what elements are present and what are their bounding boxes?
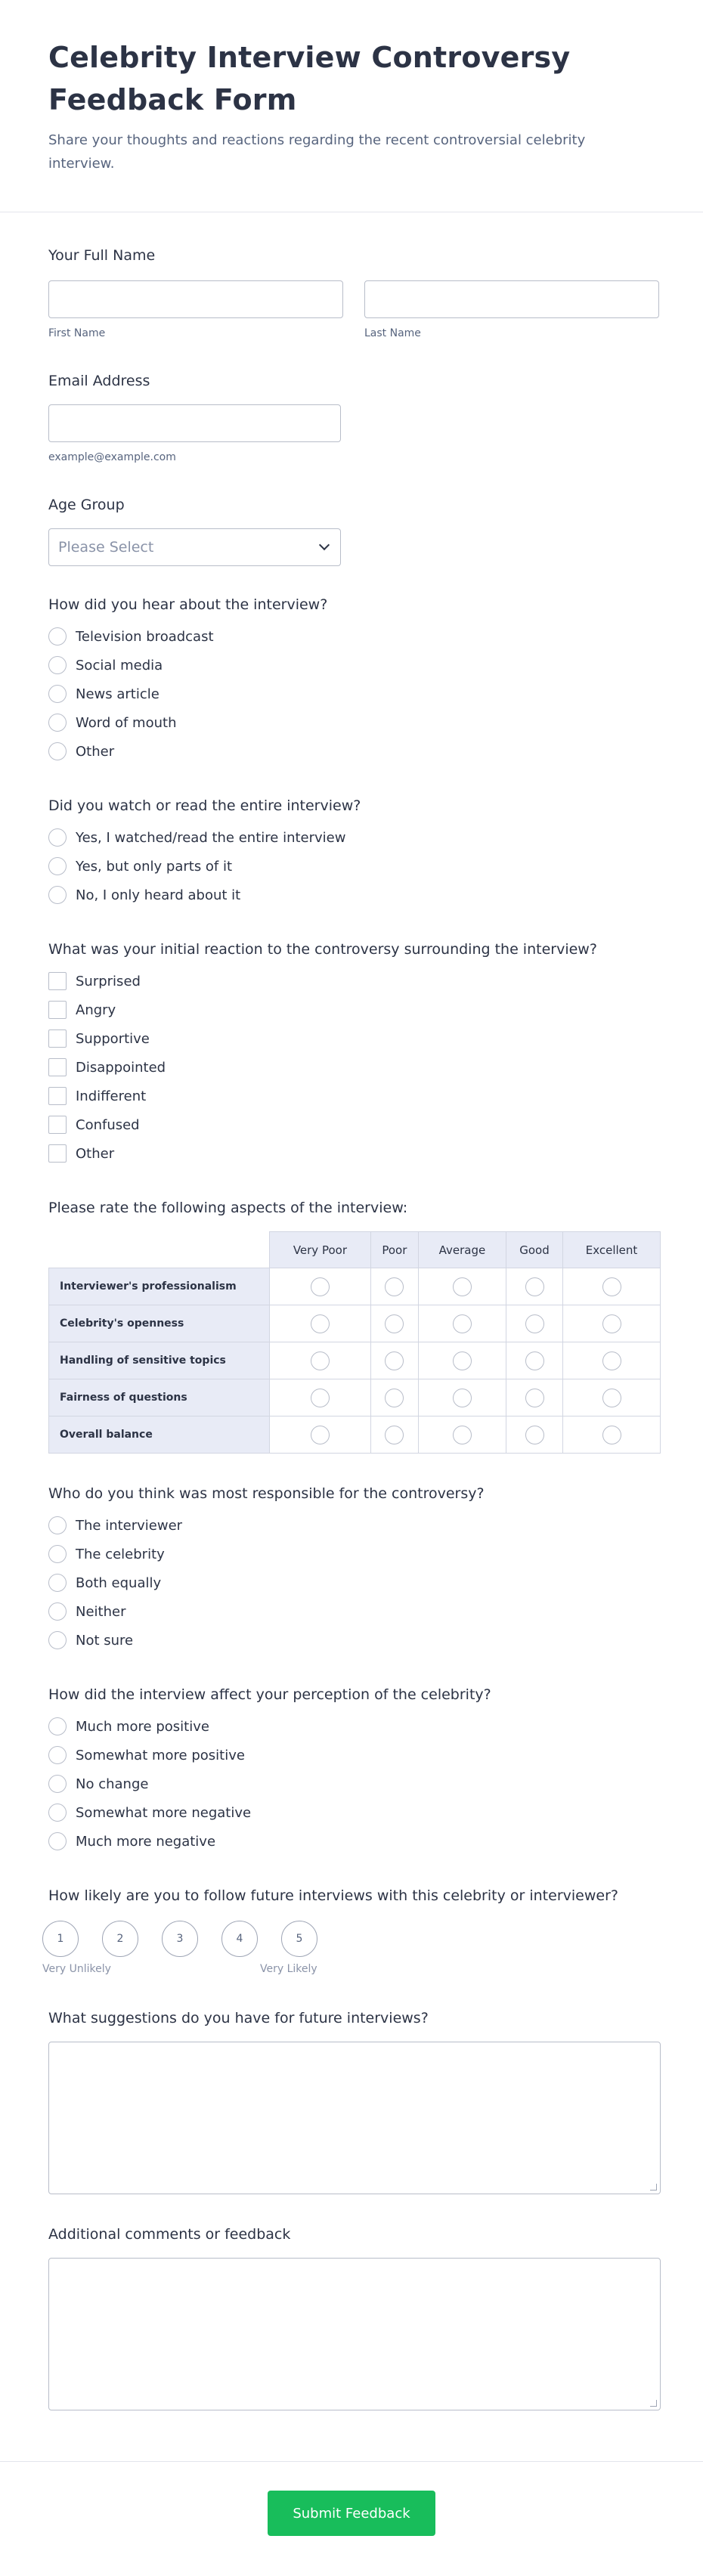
- hear-option[interactable]: [48, 651, 661, 680]
- perception-question-label: How did the interview affect your perception of the celebrity?: [48, 1686, 491, 1703]
- reaction-option[interactable]: [48, 1082, 661, 1110]
- rating-matrix: [48, 1231, 661, 1454]
- chevron-down-icon: [319, 540, 330, 550]
- reaction-option-label: Indifferent: [76, 1088, 147, 1104]
- scale-option-1[interactable]: 1: [42, 1921, 79, 1957]
- radio-button[interactable]: [48, 1602, 67, 1621]
- age-group-label: Age Group: [48, 497, 125, 513]
- watch-option[interactable]: [48, 881, 661, 909]
- matrix-row-label: Overall balance: [49, 1416, 270, 1454]
- first-name-input[interactable]: [48, 280, 343, 318]
- hear-question-label: How did you hear about the interview?: [48, 596, 328, 613]
- radio-button[interactable]: [48, 1717, 67, 1735]
- radio-button[interactable]: [48, 714, 67, 732]
- hear-option[interactable]: [48, 708, 661, 737]
- hear-option-label: Word of mouth: [76, 714, 177, 731]
- matrix-column-header: Average: [418, 1232, 506, 1268]
- responsible-question-label: Who do you think was most responsible for the controversy?: [48, 1485, 485, 1502]
- matrix-radio[interactable]: [385, 1389, 404, 1407]
- watch-section: [48, 797, 661, 909]
- matrix-radio[interactable]: [453, 1277, 472, 1296]
- resize-handle-icon[interactable]: [650, 2184, 657, 2191]
- full-name-label: Your Full Name: [48, 247, 156, 264]
- matrix-row-label: Interviewer's professionalism: [49, 1268, 270, 1305]
- reaction-option[interactable]: [48, 1139, 661, 1168]
- checkbox[interactable]: [48, 1001, 67, 1019]
- checkbox[interactable]: [48, 1029, 67, 1048]
- radio-button[interactable]: [48, 828, 67, 847]
- first-name-sublabel: First Name: [48, 327, 106, 339]
- radio-button[interactable]: [48, 1631, 67, 1649]
- matrix-row: [49, 1305, 661, 1342]
- matrix-radio[interactable]: [525, 1351, 544, 1370]
- form-footer: [0, 2461, 703, 2576]
- last-name-input[interactable]: [364, 280, 659, 318]
- watch-option[interactable]: [48, 852, 661, 881]
- matrix-column-header: Poor: [370, 1232, 418, 1268]
- matrix-radio[interactable]: [525, 1314, 544, 1333]
- scale-min-label: Very Unlikely: [42, 1963, 111, 1975]
- page-title: Celebrity Interview Controversy Feedback Form: [48, 41, 571, 116]
- scale-max-label: Very Likely: [260, 1963, 317, 1975]
- matrix-radio[interactable]: [602, 1351, 621, 1370]
- matrix-radio[interactable]: [453, 1314, 472, 1333]
- responsible-option-label: The interviewer: [76, 1517, 183, 1534]
- suggestions-section: [48, 2010, 661, 2194]
- perception-option-label: Much more positive: [76, 1718, 209, 1735]
- radio-button[interactable]: [48, 1545, 67, 1563]
- perception-option[interactable]: [48, 1712, 661, 1741]
- responsible-option-label: Not sure: [76, 1632, 134, 1649]
- responsible-option[interactable]: [48, 1626, 661, 1655]
- matrix-radio[interactable]: [602, 1314, 621, 1333]
- watch-option-label: Yes, but only parts of it: [76, 858, 233, 875]
- email-input[interactable]: [48, 404, 341, 442]
- matrix-radio[interactable]: [525, 1426, 544, 1444]
- perception-option-label: Somewhat more positive: [76, 1747, 245, 1763]
- hear-option-label: Television broadcast: [76, 628, 214, 645]
- responsible-option-label: The celebrity: [76, 1546, 165, 1562]
- watch-question-label: Did you watch or read the entire interview?: [48, 797, 361, 814]
- radio-button[interactable]: [48, 1804, 67, 1822]
- page-subtitle: Share your thoughts and reactions regarding the recent controversial celebrity interview.: [48, 132, 586, 172]
- hear-option-label: Other: [76, 743, 115, 760]
- rating-question-label: Please rate the following aspects of the interview:: [48, 1200, 408, 1216]
- scale-option-5[interactable]: 5: [281, 1921, 317, 1957]
- perception-option-label: No change: [76, 1776, 149, 1792]
- reaction-option-label: Other: [76, 1145, 115, 1162]
- reaction-section: [48, 941, 661, 1168]
- radio-button[interactable]: [48, 656, 67, 674]
- perception-option[interactable]: [48, 1769, 661, 1798]
- radio-button[interactable]: [48, 1746, 67, 1764]
- suggestions-question-label: What suggestions do you have for future interviews?: [48, 2010, 429, 2026]
- watch-option-label: Yes, I watched/read the entire interview: [76, 829, 346, 846]
- watch-option[interactable]: [48, 823, 661, 852]
- responsible-option[interactable]: [48, 1540, 661, 1568]
- matrix-radio[interactable]: [311, 1351, 330, 1370]
- radio-button[interactable]: [48, 1516, 67, 1534]
- matrix-radio[interactable]: [385, 1351, 404, 1370]
- radio-button[interactable]: [48, 857, 67, 875]
- perception-option-label: Much more negative: [76, 1833, 216, 1850]
- matrix-column-header: Excellent: [563, 1232, 661, 1268]
- matrix-radio[interactable]: [311, 1314, 330, 1333]
- reaction-option[interactable]: [48, 1024, 661, 1053]
- age-group-section: [48, 497, 661, 566]
- radio-button[interactable]: [48, 1832, 67, 1850]
- hear-section: [48, 596, 661, 766]
- matrix-row-label: Handling of sensitive topics: [49, 1342, 270, 1379]
- radio-button[interactable]: [48, 742, 67, 760]
- matrix-radio[interactable]: [602, 1389, 621, 1407]
- resize-handle-icon[interactable]: [650, 2400, 657, 2407]
- matrix-radio[interactable]: [385, 1426, 404, 1444]
- radio-button[interactable]: [48, 1775, 67, 1793]
- likelihood-section: [42, 1887, 661, 1978]
- hear-option-label: Social media: [76, 657, 163, 673]
- hear-option[interactable]: [48, 737, 661, 766]
- matrix-radio[interactable]: [311, 1277, 330, 1296]
- checkbox[interactable]: [48, 1144, 67, 1163]
- responsible-option-label: Neither: [76, 1603, 126, 1620]
- matrix-row-label: Celebrity's openness: [49, 1305, 270, 1342]
- matrix-radio[interactable]: [453, 1389, 472, 1407]
- reaction-option-label: Angry: [76, 1002, 116, 1018]
- radio-button[interactable]: [48, 886, 67, 904]
- hear-option[interactable]: [48, 622, 661, 651]
- matrix-radio[interactable]: [602, 1277, 621, 1296]
- reaction-option-label: Disappointed: [76, 1059, 166, 1076]
- reaction-option[interactable]: [48, 1053, 661, 1082]
- matrix-radio[interactable]: [453, 1426, 472, 1444]
- likelihood-scale: [42, 1921, 661, 1957]
- checkbox[interactable]: [48, 1116, 67, 1134]
- form-header: [0, 0, 703, 212]
- form-body: [0, 247, 703, 2410]
- matrix-row: [49, 1379, 661, 1416]
- suggestions-textarea[interactable]: [48, 2042, 661, 2194]
- matrix-row: [49, 1416, 661, 1454]
- matrix-row-label: Fairness of questions: [49, 1379, 270, 1416]
- reaction-option-label: Surprised: [76, 973, 141, 989]
- age-group-select[interactable]: [48, 528, 341, 566]
- reaction-option[interactable]: [48, 995, 661, 1024]
- scale-option-4[interactable]: 4: [221, 1921, 258, 1957]
- matrix-column-header: Good: [506, 1232, 562, 1268]
- perception-option[interactable]: [48, 1798, 661, 1827]
- scale-option-3[interactable]: 3: [162, 1921, 198, 1957]
- perception-option-label: Somewhat more negative: [76, 1804, 252, 1821]
- perception-option[interactable]: [48, 1741, 661, 1769]
- matrix-row: [49, 1342, 661, 1379]
- last-name-sublabel: Last Name: [364, 327, 421, 339]
- responsible-option[interactable]: [48, 1568, 661, 1597]
- reaction-option[interactable]: [48, 1110, 661, 1139]
- perception-section: [48, 1686, 661, 1856]
- checkbox[interactable]: [48, 1058, 67, 1076]
- matrix-corner: [49, 1232, 270, 1268]
- comments-section: [48, 2226, 661, 2410]
- matrix-radio[interactable]: [525, 1277, 544, 1296]
- checkbox[interactable]: [48, 1087, 67, 1105]
- hear-option[interactable]: [48, 680, 661, 708]
- comments-question-label: Additional comments or feedback: [48, 2226, 291, 2243]
- rating-section: [48, 1200, 661, 1454]
- responsible-section: [48, 1485, 661, 1655]
- radio-button[interactable]: [48, 627, 67, 646]
- matrix-radio[interactable]: [602, 1426, 621, 1444]
- responsible-option[interactable]: [48, 1511, 661, 1540]
- reaction-option-label: Confused: [76, 1116, 140, 1133]
- full-name-section: [48, 247, 661, 339]
- matrix-radio[interactable]: [385, 1277, 404, 1296]
- submit-button[interactable]: Submit Feedback: [268, 2491, 435, 2536]
- matrix-radio[interactable]: [453, 1351, 472, 1370]
- email-sublabel: example@example.com: [48, 451, 176, 463]
- likelihood-question-label: How likely are you to follow future interviews with this celebrity or interviewer?: [48, 1887, 618, 1904]
- matrix-radio[interactable]: [525, 1389, 544, 1407]
- checkbox[interactable]: [48, 972, 67, 990]
- radio-button[interactable]: [48, 685, 67, 703]
- matrix-radio[interactable]: [385, 1314, 404, 1333]
- responsible-option[interactable]: [48, 1597, 661, 1626]
- watch-option-label: No, I only heard about it: [76, 887, 241, 903]
- matrix-column-header: Very Poor: [270, 1232, 371, 1268]
- age-group-placeholder: Please Select: [58, 539, 154, 556]
- perception-option[interactable]: [48, 1827, 661, 1856]
- email-section: [48, 373, 661, 463]
- reaction-option-label: Supportive: [76, 1030, 150, 1047]
- matrix-radio[interactable]: [311, 1389, 330, 1407]
- matrix-radio[interactable]: [311, 1426, 330, 1444]
- comments-textarea[interactable]: [48, 2258, 661, 2410]
- hear-option-label: News article: [76, 686, 159, 702]
- reaction-option[interactable]: [48, 967, 661, 995]
- reaction-question-label: What was your initial reaction to the controversy surrounding the interview?: [48, 941, 597, 958]
- radio-button[interactable]: [48, 1574, 67, 1592]
- scale-option-2[interactable]: 2: [102, 1921, 138, 1957]
- email-label: Email Address: [48, 373, 150, 389]
- responsible-option-label: Both equally: [76, 1574, 162, 1591]
- matrix-row: [49, 1268, 661, 1305]
